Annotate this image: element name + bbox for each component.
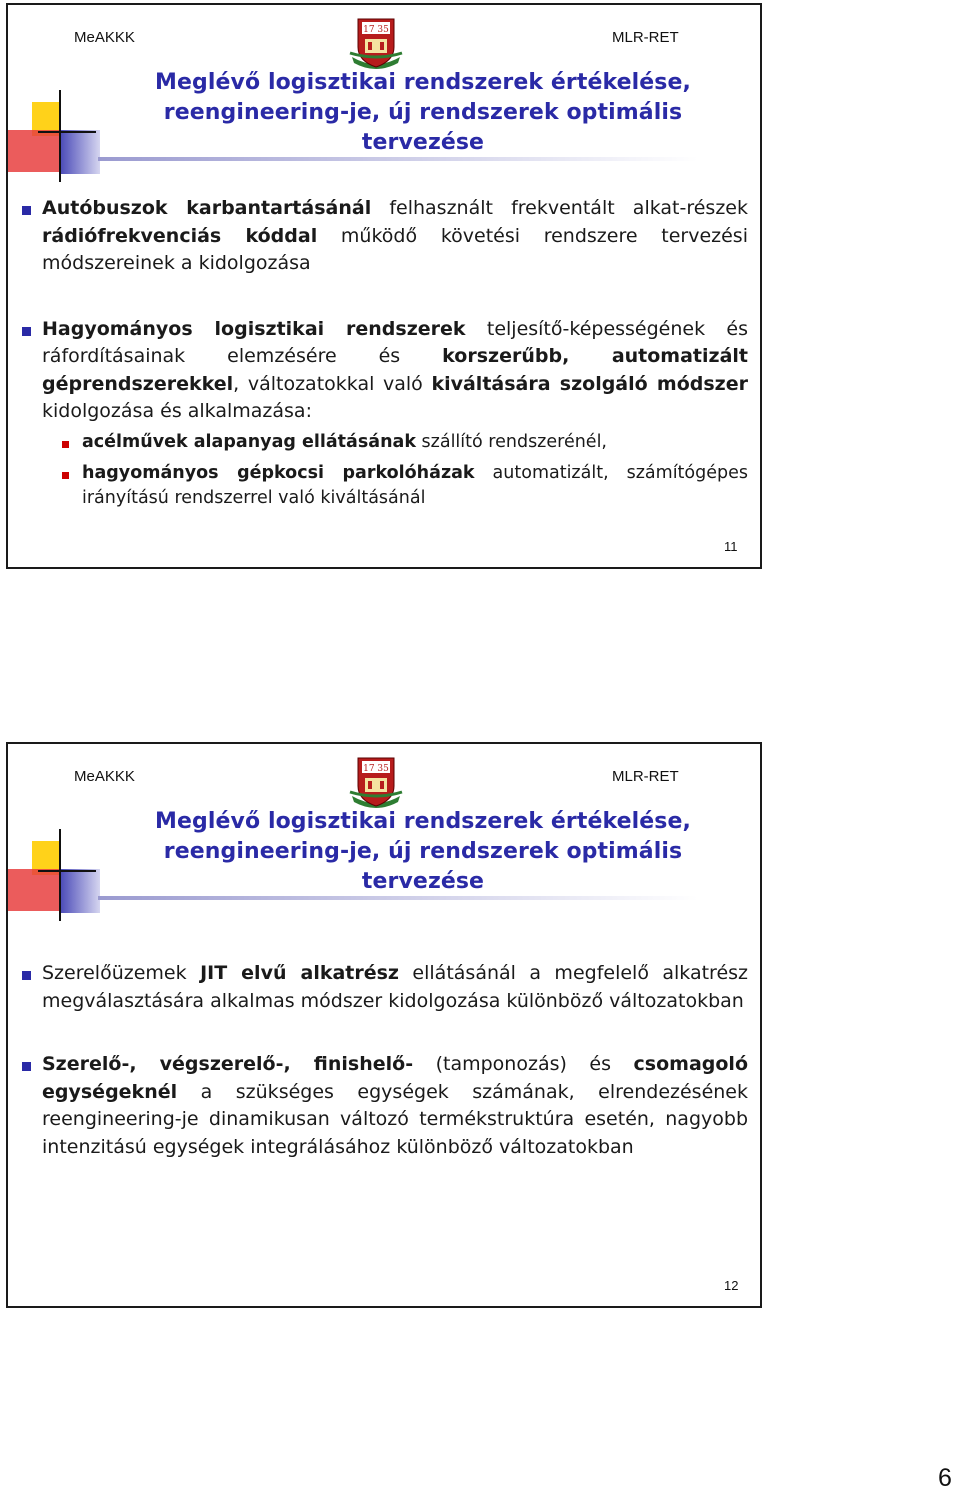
text: szállító rendszerénél, — [415, 431, 607, 452]
square-bullet-icon — [22, 971, 31, 980]
text: kidolgozása és alkalmazása: — [42, 400, 312, 422]
title-line: reengineering-je, új rendszerek optimális — [163, 839, 683, 864]
text: felhasznált frekventált alkat-részek — [371, 197, 748, 219]
svg-text:17 35: 17 35 — [363, 764, 389, 774]
title-line: tervezése — [361, 130, 485, 155]
title-line: Meglévő logisztikai rendszerek értékelése, — [155, 809, 691, 834]
square-bullet-icon — [22, 327, 31, 336]
square-bullet-icon — [22, 206, 31, 215]
slide-11 — [6, 3, 762, 569]
university-crest-icon — [348, 13, 404, 73]
bullet-item — [22, 1051, 748, 1161]
bold-text: csomagoló egységeknél — [42, 1053, 748, 1103]
page-number: 12 — [724, 1278, 739, 1293]
text: működő követési rendszere tervezési módszereinek a kidolgozása — [42, 224, 748, 274]
bullet-item — [22, 195, 748, 278]
title-line: tervezése — [361, 869, 485, 894]
bullet-item — [22, 316, 748, 426]
text: (tamponozás) és — [413, 1053, 634, 1075]
bold-text: JIT elvű alkatrész — [200, 962, 399, 984]
slide-title — [118, 807, 728, 897]
header-right: MLR-RET — [612, 768, 679, 785]
bullet-item — [22, 960, 748, 1015]
square-bullet-icon — [62, 472, 69, 479]
bold-text: hagyományos gépkocsi parkolóházak — [82, 462, 475, 483]
text: a szükséges egységek számának, elrendezésének reengineering-je dinamikusan változó termékstruktúra esetén, nagyobb intenzitású egységek integrálásához különböző változatokban — [42, 1080, 748, 1158]
header-right: MLR-RET — [612, 29, 679, 46]
text: ellátásánál a megfelelő alkatrész megválasztására alkalmas módszer kidolgozása különböző változatokban — [42, 962, 749, 1012]
slide-body — [22, 195, 748, 511]
text: , változatokkal való — [233, 372, 432, 395]
title-line: reengineering-je, új rendszerek optimális — [163, 100, 683, 125]
bold-text: Hagyományos logisztikai rendszerek — [42, 317, 466, 340]
slide-body — [22, 960, 748, 1161]
bold-text: kiváltására szolgáló módszer — [431, 372, 748, 395]
sub-bullet-item — [22, 461, 748, 511]
square-bullet-icon — [62, 441, 69, 448]
text: teljesítő-képességének és ráfordításainak elemzésére és — [42, 317, 748, 367]
square-bullet-icon — [22, 1062, 31, 1071]
svg-text:17 35: 17 35 — [363, 25, 389, 35]
title-line: Meglévő logisztikai rendszerek értékelése, — [155, 70, 691, 95]
header-left: MeAKKK — [74, 29, 135, 46]
sub-bullet-item — [22, 430, 748, 455]
sheet-page-number: 6 — [938, 1464, 952, 1492]
bold-text: rádiófrekvenciás kóddal — [42, 224, 318, 247]
slide-title — [118, 68, 728, 158]
university-crest-icon — [348, 752, 404, 812]
bold-text: acélművek alapanyag ellátásának — [82, 431, 416, 452]
slide-12 — [6, 742, 762, 1308]
text: automatizált, számítógépes irányítású rendszerrel való kiváltásánál — [82, 462, 748, 508]
bold-text: Szerelő-, végszerelő-, finishelő- — [42, 1053, 414, 1075]
page-number: 11 — [724, 539, 738, 554]
text: Szerelőüzemek — [42, 962, 201, 984]
bold-text: korszerűbb, automatizált géprendszerekkel — [42, 345, 748, 395]
bold-text: Autóbuszok karbantartásánál — [42, 197, 372, 219]
header-left: MeAKKK — [74, 768, 135, 785]
